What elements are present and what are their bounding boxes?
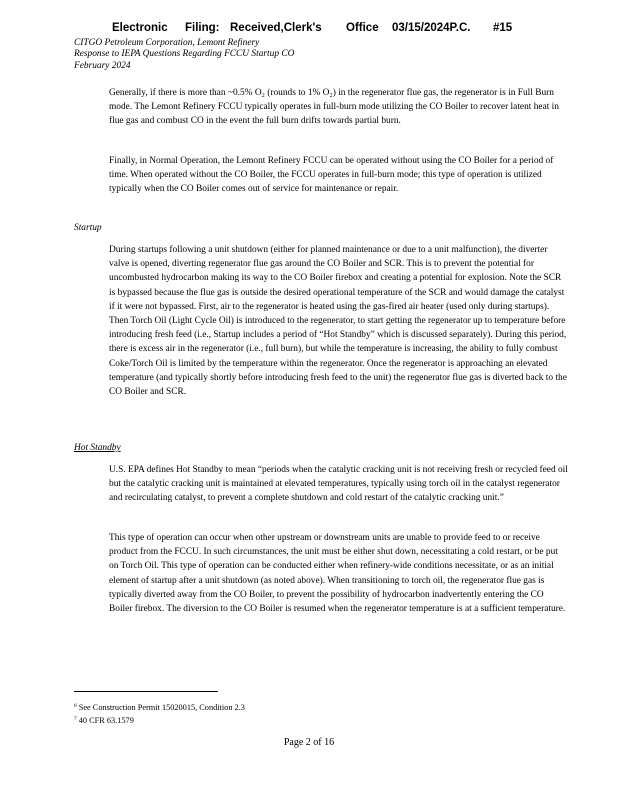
- footnote-6: [74, 701, 245, 713]
- paragraph-startup: During startups following a unit shutdown (either for planned maintenance or due to a unit malfunction), the diverter valve is opened, diverting regenerator flue gas around the CO Boiler and SCR. This is to prevent the potential for uncombusted hydrocarbon making its way to the CO Boiler firebox and creating a potential for explosion. Note the SCR is bypassed because the flue gas is outside the desired operational temperature of the SCR and would damage the catalyst if it were not bypassed. First, air to the regenerator is heated using the gas-fired air heater (used only during startups). Then Torch Oil (Light Cycle Oil) is introduced to the regenerator, to start getting the regenerator up to temperature before introducing fresh feed (i.e., Startup includes a period of “Hot Standby” which is discussed separately). During this period, there is excess air in the regenerator (i.e., full burn), but while the temperature is increasing, the ability to fully combust Coke/Torch Oil is limited by the temperature within the regenerator. Once the regenerator is approaching an elevated temperature (and typically shortly before introducing fresh feed to the unit) the regenerator flue gas is diverted back to the CO Boiler and SCR.: [109, 245, 567, 398]
- paragraph-hot-standby-definition: U.S. EPA defines Hot Standby to mean “periods when the catalytic cracking unit is not receiving fresh or recycled feed oil but the catalytic cracking unit is maintained at elevated temperatures, typically using torch oil in the catalyst regenerator and recirculating catalyst, to prevent a complete shutdown and cold restart of the catalytic cracking unit.”: [109, 465, 568, 504]
- footnote-divider: [74, 691, 218, 692]
- stamp-number: #15: [493, 22, 513, 34]
- footnote-7: [74, 714, 134, 726]
- footnote-6-text: See Construction Permit 15020015, Condition 2.3: [78, 703, 245, 712]
- header-company: CITGO Petroleum Corporation, Lemont Refinery: [74, 38, 260, 48]
- heading-hot-standby: Hot Standby: [74, 443, 121, 453]
- stamp-received: Received,Clerk's: [230, 22, 322, 34]
- paragraph-full-burn: Generally, if there is more than ~0.5% O₂ (rounds to 1% O₂) in the regenerator flue gas, the regenerator is in Full Burn mode. The Lemont Refinery FCCU typically operates in full-burn mode utilizing the CO Boiler to recover latent heat in flue gas and combust CO in the event the full burn drifts towards partial burn.: [109, 88, 559, 127]
- header-subject: Response to IEPA Questions Regarding FCCU Startup CO: [74, 49, 295, 60]
- document-header: [74, 38, 294, 72]
- footnote-7-mark: 7: [74, 716, 77, 722]
- stamp-electronic: Electronic: [112, 22, 168, 34]
- footnote-7-text: 40 CFR 63.1579: [78, 716, 134, 725]
- paragraph-hot-standby-operation: This type of operation can occur when other upstream or downstream units are unable to provide feed to or receive product from the FCCU. In such circumstances, the unit must be either shut down, necessitating a cold restart, or be put on Torch Oil. This type of operation can be conducted either when refinery-wide conditions necessitate, or as an initial element of startup after a unit shutdown (as noted above). When transitioning to torch oil, the regenerator flue gas is typically diverted away from the CO Boiler, to prevent the possibility of hydrocarbon inadvertently entering the CO Boiler firebox. The diversion to the CO Boiler is resumed when the regenerator temperature is at a sufficient temperature.: [109, 533, 566, 615]
- stamp-date: 03/15/2024P.C.: [392, 22, 471, 34]
- stamp-filing: Filing:: [185, 22, 220, 34]
- filing-stamp: [112, 22, 532, 36]
- page-number: Page 2 of 16: [283, 737, 335, 748]
- header-date: February 2024: [74, 60, 131, 71]
- heading-startup: Startup: [74, 223, 102, 233]
- stamp-office: Office: [346, 22, 379, 34]
- footnote-6-mark: 6: [74, 703, 77, 709]
- paragraph-normal-operation: Finally, in Normal Operation, the Lemont Refinery FCCU can be operated without using the CO Boiler for a period of time. When operated without the CO Boiler, the FCCU operates in full-burn mode; this type of operation is utilized typically when the CO Boiler comes out of service for maintenance or repair.: [109, 156, 554, 195]
